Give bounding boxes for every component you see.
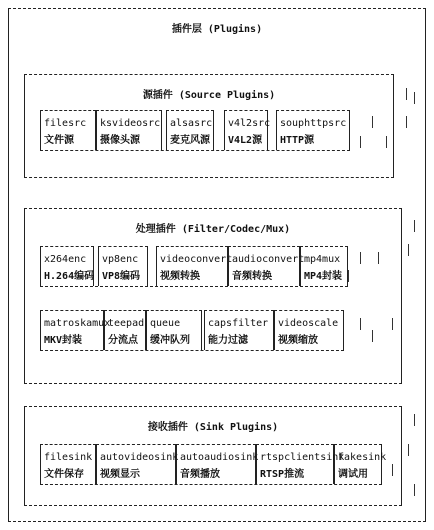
plugin-vp8enc: vp8enc VP8编码 (98, 246, 148, 286)
ascii-tick (372, 116, 373, 128)
ascii-tick (392, 318, 393, 330)
ascii-tick (408, 444, 409, 456)
plugin-capsfilter: capsfilter 能力过滤 (204, 310, 274, 350)
ascii-tick (386, 136, 387, 148)
ascii-tick (360, 318, 361, 330)
source-row-1-bottom (40, 150, 350, 151)
plugin-fakesink: fakesink 调试用 (334, 444, 382, 484)
ascii-tick (360, 136, 361, 148)
plugin-videoconvert: videoconvert 视频转换 (156, 246, 228, 286)
plugin-matroskamux: matroskamux MKV封装 (40, 310, 104, 350)
ascii-tick (408, 244, 409, 256)
source-plugins-title: 源插件 (Source Plugins) (142, 90, 276, 101)
plugin-alsasrc: alsasrc 麦克风源 (166, 110, 214, 150)
plugin-x264enc: x264enc H.264编码 (40, 246, 94, 286)
plugin-queue: queue 缓冲队列 (146, 310, 202, 350)
plugin-teepad: teepad 分流点 (104, 310, 146, 350)
ascii-tick (414, 484, 415, 496)
ascii-tick (406, 116, 407, 128)
ascii-tick (406, 88, 407, 100)
ascii-tick (414, 220, 415, 232)
plugin-autoaudiosink: autoaudiosink 音频播放 (176, 444, 256, 484)
plugin-mp4mux: mp4mux MP4封装 (300, 246, 348, 286)
plugin-rtspclientsink: rtspclientsink RTSP推流 (256, 444, 334, 484)
plugin-v4l2src: v4l2src V4L2源 (224, 110, 268, 150)
plugin-filesink: filesink 文件保存 (40, 444, 96, 484)
processing-plugins-frame (24, 208, 402, 384)
processing-row-1-bottom (40, 286, 348, 287)
plugin-videoscale: videoscale 视频缩放 (274, 310, 344, 350)
ascii-tick (414, 414, 415, 426)
plugin-autovideosink: autovideosink 视频显示 (96, 444, 176, 484)
ascii-tick (360, 252, 361, 264)
sink-plugins-title: 接收插件 (Sink Plugins) (147, 422, 279, 433)
ascii-tick (392, 464, 393, 476)
processing-plugins-title: 处理插件 (Filter/Codec/Mux) (135, 224, 291, 235)
ascii-tick (348, 270, 349, 282)
plugin-ksvideosrc: ksvideosrc 摄像头源 (96, 110, 162, 150)
ascii-tick (372, 330, 373, 342)
ascii-tick (414, 92, 415, 104)
plugin-filesrc: filesrc 文件源 (40, 110, 96, 150)
processing-row-2-bottom (40, 350, 344, 351)
plugin-souphttpsrc: souphttpsrc HTTP源 (276, 110, 350, 150)
ascii-tick (378, 252, 379, 264)
plugins-layer-title: 插件层 (Plugins) (171, 24, 263, 35)
sink-row-1-bottom (40, 484, 382, 485)
plugin-audioconvert: audioconvert 音频转换 (228, 246, 300, 286)
